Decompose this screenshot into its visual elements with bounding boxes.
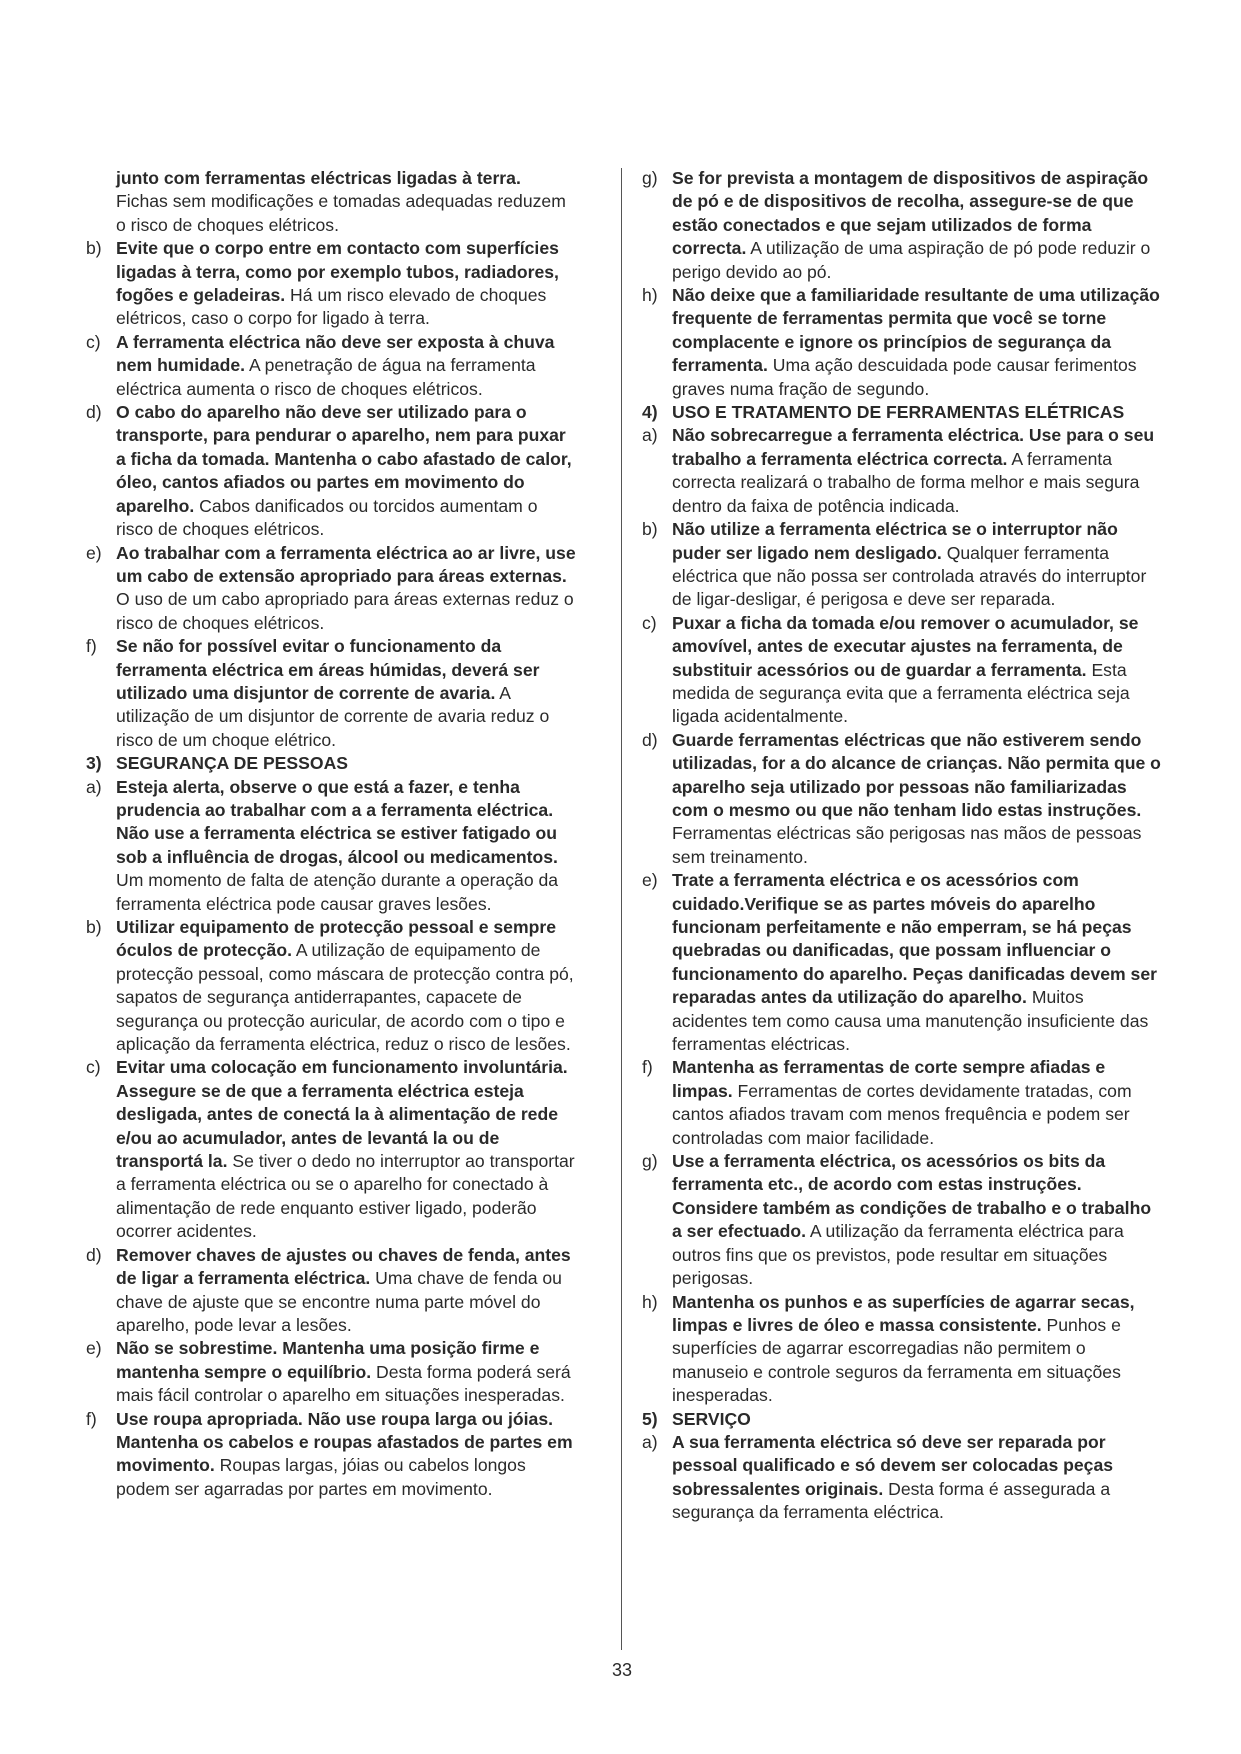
instruction-bold-text: O cabo do aparelho não deve ser utilizado para o transporte, para pendurar o aparelho, nem para puxar a ficha da tomada. Mantenha o cabo afastado de calor, óleo, cantos afiados ou partes em movimento do aparelho. — [116, 402, 572, 516]
item-marker: c) — [642, 612, 657, 633]
instruction-bold-text: Não se sobrestime. Mantenha uma posição firme e mantenha sempre o equilíbrio. — [116, 1338, 540, 1382]
instruction-text: Qualquer ferramenta eléctrica que não possa ser controlada através do interruptor de ligar-desligar, é perigosa e deve ser reparada. — [672, 542, 1147, 610]
instruction-bold-text: Não deixe que a familiaridade resultante de uma utilização frequente de ferramentas permita que você se torne complacente e ignore os princípios de segurança da ferramenta. — [672, 285, 1160, 376]
item-marker: e) — [642, 870, 658, 891]
instruction-bold-text: Se for prevista a montagem de dispositivos de aspiração de pó e de dispositivos de recolha, assegure-se de que estão conectados e que sejam utilizados de forma correcta. — [672, 168, 1149, 259]
instruction-text: Desta forma poderá será mais fácil controlar o aparelho em situações inesperadas. — [116, 1361, 571, 1406]
safety-instruction — [642, 424, 1162, 518]
instruction-bold-text: Remover chaves de ajustes ou chaves de fenda, antes de ligar a ferramenta eléctrica. — [116, 1244, 571, 1289]
safety-instruction — [86, 1337, 576, 1407]
instruction-text: Muitos acidentes tem como causa uma manutenção insuficiente das ferramentas eléctricas. — [672, 987, 1149, 1055]
safety-instruction — [642, 1291, 1162, 1408]
instruction-bold-text: SERVIÇO — [672, 1408, 751, 1429]
instruction-bold-text: SEGURANÇA DE PESSOAS — [116, 753, 349, 774]
safety-instruction — [642, 284, 1162, 401]
item-marker: c) — [86, 1057, 101, 1078]
instruction-bold-text: Utilizar equipamento de protecção pessoal e sempre óculos de protecção. — [116, 917, 556, 961]
page-number: 33 — [611, 1660, 633, 1680]
item-marker: f) — [642, 1057, 653, 1078]
item-marker: b) — [86, 238, 102, 259]
right-column — [642, 167, 1162, 1525]
safety-instruction — [642, 1150, 1162, 1290]
instruction-text: Roupas largas, jóias ou cabelos longos podem ser agarradas por partes em movimento. — [116, 1455, 526, 1499]
safety-instruction — [642, 1431, 1162, 1525]
item-marker: a) — [642, 425, 658, 446]
item-marker: a) — [86, 776, 102, 797]
item-marker: g) — [642, 168, 658, 188]
instruction-text: Desta forma é assegurada a segurança da ferramenta eléctrica. — [672, 1478, 1111, 1523]
section-heading — [642, 401, 1162, 424]
item-marker: f) — [86, 1408, 97, 1429]
item-marker: 3) — [86, 753, 102, 774]
item-marker: a) — [642, 1431, 658, 1452]
safety-instruction — [86, 237, 576, 331]
instruction-bold-text: Use a ferramenta eléctrica, os acessórios os bits da ferramenta etc., de acordo com estas instruções. Considere também as condições de trabalho e o trabalho a ser efectuado. — [672, 1151, 1152, 1242]
instruction-bold-text: junto com ferramentas eléctricas ligadas à terra. — [116, 168, 521, 188]
safety-instruction — [86, 916, 576, 1056]
instruction-text: Uma chave de fenda ou chave de ajuste que se encontre numa parte móvel do aparelho, pode levar a lesões. — [116, 1268, 562, 1335]
section-heading — [86, 752, 576, 775]
safety-instruction — [86, 331, 576, 401]
instruction-text: Há um risco elevado de choques elétricos, caso o corpo for ligado à terra. — [116, 285, 547, 329]
instruction-text: Se tiver o dedo no interruptor ao transportar a ferramenta eléctrica ou se o aparelho for conectado à alimentação de rede enquanto estiver ligado, poderão ocorrer acidentes. — [116, 1151, 575, 1242]
instruction-text: A utilização da ferramenta eléctrica para outros fins que os previstos, pode resultar em situações perigosas. — [672, 1221, 1124, 1289]
instruction-text: A utilização de equipamento de protecção pessoal, como máscara de protecção contra pó, sapatos de segurança antiderrapantes, capacete de segurança ou protecção auricular, de acordo com o tipo e aplicação da ferramenta eléctrica, reduz o risco de lesões. — [116, 940, 574, 1055]
section-heading — [642, 1408, 1162, 1431]
safety-instruction — [86, 1056, 576, 1243]
item-marker: e) — [86, 542, 102, 563]
item-marker: f) — [86, 636, 97, 657]
safety-instruction — [86, 542, 576, 636]
safety-instruction — [86, 167, 576, 237]
instruction-text: A ferramenta correcta realizará o trabalho de forma melhor e mais segura dentro da faixa de potência indicada. — [672, 448, 1140, 516]
safety-instruction — [86, 401, 576, 541]
item-marker: g) — [642, 1151, 658, 1172]
instruction-bold-text: USO E TRATAMENTO DE FERRAMENTAS ELÉTRICAS — [672, 402, 1125, 423]
instruction-text: Ferramentas de cortes devidamente tratadas, com cantos afiados travam com menos frequência e podem ser controladas com maior facilidade. — [672, 1080, 1132, 1148]
item-marker: c) — [86, 331, 101, 352]
instruction-bold-text: A sua ferramenta eléctrica só deve ser reparada por pessoal qualificado e só devem ser colocadas peças sobressalentes originais. — [672, 1431, 1114, 1499]
left-column — [86, 167, 576, 1501]
instruction-text: Cabos danificados ou torcidos aumentam o risco de choques elétricos. — [116, 495, 538, 540]
item-marker: e) — [86, 1338, 102, 1359]
instruction-bold-text: Mantenha os punhos e as superfícies de agarrar secas, limpas e livres de óleo e massa consistente. — [672, 1291, 1135, 1335]
item-marker: d) — [86, 1244, 102, 1265]
instruction-text: Um momento de falta de atenção durante a operação da ferramenta eléctrica pode causar graves lesões. — [116, 870, 559, 914]
instruction-text: O uso de um cabo apropriado para áreas externas reduz o risco de choques elétricos. — [116, 589, 574, 633]
safety-instruction — [86, 1408, 576, 1502]
safety-instruction — [642, 729, 1162, 869]
item-marker: b) — [642, 519, 658, 540]
item-marker: 5) — [642, 1408, 658, 1429]
instruction-bold-text: Mantenha as ferramentas de corte sempre afiadas e limpas. — [672, 1057, 1106, 1101]
item-marker: 4) — [642, 402, 658, 423]
instruction-text: Fichas sem modificações e tomadas adequadas reduzem o risco de choques elétricos. — [116, 191, 566, 235]
safety-instruction — [86, 635, 576, 752]
instruction-bold-text: Guarde ferramentas eléctricas que não estiverem sendo utilizadas, for a do alcance de crianças. Não permita que o aparelho seja utilizado por pessoas não familiarizadas com o mesmo ou que não tenham lido estas instruções. — [672, 729, 1161, 820]
instruction-bold-text: A ferramenta eléctrica não deve ser exposta à chuva nem humidade. — [116, 331, 555, 376]
safety-instruction — [642, 167, 1162, 284]
instruction-text: Punhos e superfícies de agarrar escorregadias não permitem o manuseio e controle seguros da ferramenta em situações inesperadas. — [672, 1314, 1121, 1406]
instruction-text: Ferramentas eléctricas são perigosas nas mãos de pessoas sem treinamento. — [672, 823, 1142, 867]
safety-instruction — [642, 612, 1162, 729]
column-divider — [621, 168, 622, 1650]
safety-instruction — [86, 1244, 576, 1338]
safety-instruction — [642, 1056, 1162, 1150]
instruction-bold-text: Ao trabalhar com a ferramenta eléctrica ao ar livre, use um cabo de extensão apropriado para áreas externas. — [116, 542, 576, 586]
safety-instruction — [642, 869, 1162, 1056]
instruction-bold-text: Não utilize a ferramenta eléctrica se o interruptor não puder ser ligado nem desligado. — [672, 519, 1118, 563]
instruction-bold-text: Puxar a ficha da tomada e/ou remover o acumulador, se amovível, antes de executar ajustes na ferramenta, de substituir acessórios ou de guardar a ferramenta. — [672, 612, 1139, 680]
item-marker: h) — [642, 285, 658, 306]
instruction-bold-text: Evitar uma colocação em funcionamento involuntária. Assegure se de que a ferramenta eléctrica esteja desligada, antes de conectá la à alimentação de rede e/ou ao acumulador, antes de levantá la ou de transportá la. — [116, 1057, 568, 1172]
instruction-text: Uma ação descuidada pode causar ferimentos graves numa fração de segundo. — [672, 355, 1137, 399]
instruction-text: Esta medida de segurança evita que a ferramenta eléctrica seja ligada acidentalmente. — [672, 659, 1130, 727]
safety-instruction — [86, 776, 576, 916]
instruction-text: A utilização de um disjuntor de corrente de avaria reduz o risco de um choque elétrico. — [116, 682, 550, 750]
item-marker: h) — [642, 1291, 658, 1312]
instruction-text: A penetração de água na ferramenta eléctrica aumenta o risco de choques elétricos. — [116, 355, 536, 399]
instruction-text: A utilização de uma aspiração de pó pode reduzir o perigo devido ao pó. — [672, 238, 1151, 282]
item-marker: d) — [86, 402, 102, 423]
item-marker: d) — [642, 729, 658, 750]
instruction-bold-text: Esteja alerta, observe o que está a fazer, e tenha prudencia ao trabalhar com a a ferramenta eléctrica. Não use a ferramenta eléctrica se estiver fatigado ou sob a influência de drogas, álcool ou medicamentos. — [116, 776, 558, 867]
safety-instruction — [642, 518, 1162, 612]
instruction-bold-text: Trate a ferramenta eléctrica e os acessórios com cuidado.Verifique se as partes móveis do aparelho funcionam perfeitamente e não emperram, se há peças quebradas ou danificadas, que possam influenciar o funcionamento do aparelho. Peças danificadas devem ser reparadas antes da utilização do aparelho. — [672, 870, 1157, 1008]
instruction-bold-text: Evite que o corpo entre em contacto com superfícies ligadas à terra, como por exemplo tubos, radiadores, fogões e geladeiras. — [116, 238, 559, 306]
instruction-bold-text: Se não for possível evitar o funcionamento da ferramenta eléctrica em áreas húmidas, deverá ser utilizado uma disjuntor de corrente de avaria. — [116, 636, 540, 703]
item-marker: b) — [86, 917, 102, 937]
instruction-bold-text: Use roupa apropriada. Não use roupa larga ou jóias. Mantenha os cabelos e roupas afastados de partes em movimento. — [116, 1408, 573, 1476]
instruction-bold-text: Não sobrecarregue a ferramenta eléctrica. Use para o seu trabalho a ferramenta eléctrica correcta. — [672, 425, 1155, 469]
